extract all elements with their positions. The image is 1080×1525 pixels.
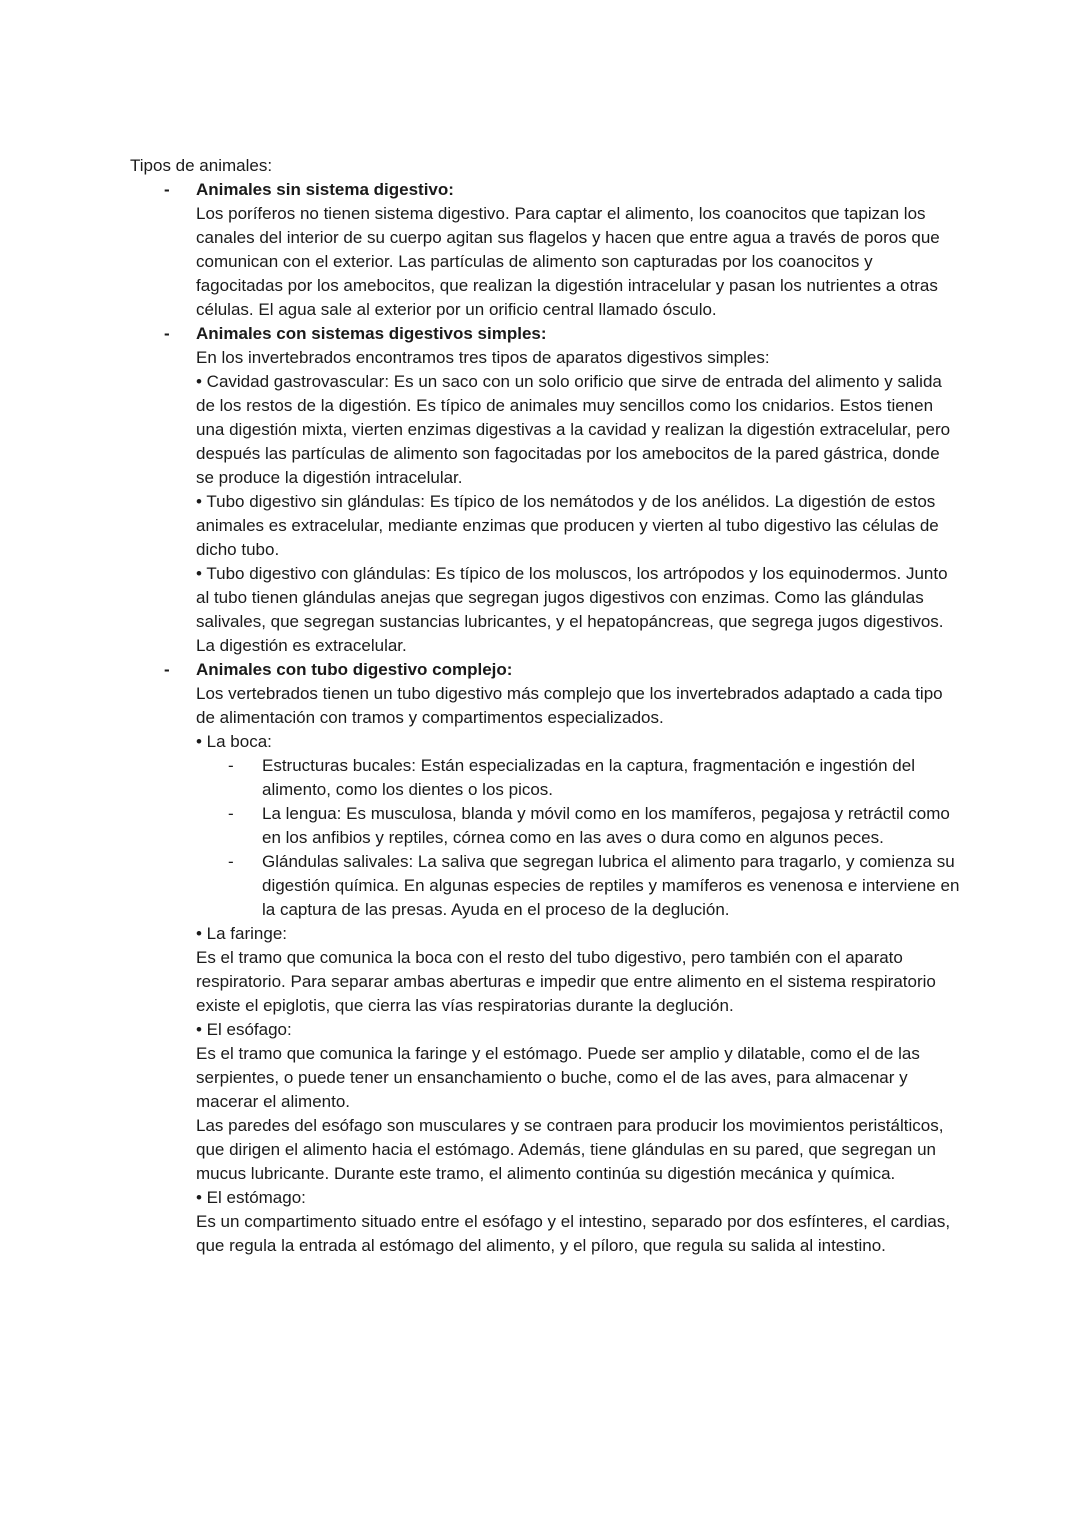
section-heading: Animales con tubo digestivo complejo: bbox=[196, 660, 513, 679]
bullet-el-estomago: • El estómago: bbox=[196, 1188, 306, 1207]
list-dash: - bbox=[228, 852, 234, 871]
sub-item-glandulas-salivales bbox=[196, 850, 960, 922]
paragraph: Los vertebrados tienen un tubo digestivo más complejo que los invertebrados adaptado a cada tipo de alimentación con tramos y compartimentos especializados. bbox=[196, 684, 943, 727]
section-sin-sistema-digestivo bbox=[130, 178, 960, 322]
document-title: Tipos de animales: bbox=[130, 156, 273, 175]
sub-item-estructuras-bucales bbox=[196, 754, 960, 802]
list-dash: - bbox=[164, 180, 170, 199]
bullet-la-boca: • La boca: bbox=[196, 732, 272, 751]
list-dash: - bbox=[164, 660, 170, 679]
sub-item-text: Estructuras bucales: Están especializadas en la captura, fragmentación e ingestión del alimento, como los dientes o los picos. bbox=[262, 756, 915, 799]
document-page bbox=[130, 154, 960, 1258]
boca-sublist bbox=[196, 754, 960, 922]
bullet-tubo-sin-glandulas: • Tubo digestivo sin glándulas: Es típico de los nemátodos y de los anélidos. La digestión de estos animales es extracelular, mediante enzimas que producen y vierten al tubo digestivo las células de dicho tubo. bbox=[196, 492, 939, 559]
bullet-cavidad-gastrovascular: • Cavidad gastrovascular: Es un saco con un solo orificio que sirve de entrada del alimento y salida de los restos de la digestión. Es típico de animales muy sencillos como los cnidarios. Estos tienen una digestión mixta, vierten enzimas digestivas a la cavidad y realizan la digestión extracelular, pero después las partículas de alimento son fagocitadas por los amebocitos de la pared gástrica, donde se produce la digestión intracelular. bbox=[196, 372, 951, 487]
paragraph: Es el tramo que comunica la boca con el resto del tubo digestivo, pero también con el aparato respiratorio. Para separar ambas aberturas e impedir que entre alimento en el sistema respiratorio existe el epiglotis, que cierra las vías respiratorias durante la deglución. bbox=[196, 948, 936, 1015]
sub-item-text: Glándulas salivales: La saliva que segregan lubrica el alimento para tragarlo, y comienza su digestión química. En algunas especies de reptiles y mamíferos es venenosa e interviene en la captura de las presas. Ayuda en el proceso de la deglución. bbox=[262, 852, 960, 919]
paragraph: Las paredes del esófago son musculares y se contraen para producir los movimientos peristálticos, que dirigen el alimento hacia el estómago. Además, tiene glándulas en su pared, que segregan un mucus lubricante. Durante este tramo, el alimento continúa su digestión mecánica y química. bbox=[196, 1116, 944, 1183]
sub-item-la-lengua bbox=[196, 802, 960, 850]
sub-item-text: La lengua: Es musculosa, blanda y móvil como en los mamíferos, pegajosa y retráctil como en los anfibios y reptiles, córnea como en las aves o dura como en algunos peces. bbox=[262, 804, 950, 847]
section-heading: Animales sin sistema digestivo: bbox=[196, 180, 454, 199]
bullet-el-esofago: • El esófago: bbox=[196, 1020, 292, 1039]
paragraph: Es el tramo que comunica la faringe y el estómago. Puede ser amplio y dilatable, como el de las serpientes, o puede tener un ensanchamiento o buche, como el de las aves, para almacenar y macerar el alimento. bbox=[196, 1044, 920, 1111]
paragraph: En los invertebrados encontramos tres tipos de aparatos digestivos simples: bbox=[196, 348, 770, 367]
paragraph: Es un compartimento situado entre el esófago y el intestino, separado por dos esfínteres, el cardias, que regula la entrada al estómago del alimento, y el píloro, que regula su salida al intestino. bbox=[196, 1212, 951, 1255]
section-tubo-digestivo-complejo bbox=[130, 658, 960, 1258]
section-heading: Animales con sistemas digestivos simples: bbox=[196, 324, 547, 343]
list-dash: - bbox=[164, 324, 170, 343]
list-dash: - bbox=[228, 756, 234, 775]
paragraph: Los poríferos no tienen sistema digestivo. Para captar el alimento, los coanocitos que tapizan los canales del interior de su cuerpo agitan sus flagelos y hacen que entre agua a través de poros que comunican con el exterior. Las partículas de alimento son capturadas por los coanocitos y fagocitadas por los amebocitos, que realizan la digestión intracelular y pasan los nutrientes a otras células. El agua sale al exterior por un orificio central llamado ósculo. bbox=[196, 204, 940, 319]
bullet-la-faringe: • La faringe: bbox=[196, 924, 288, 943]
bullet-tubo-con-glandulas: • Tubo digestivo con glándulas: Es típico de los moluscos, los artrópodos y los equinodermos. Junto al tubo tienen glándulas anejas que segregan jugos digestivos con enzimas. Como las glándulas salivales, que segregan sustancias lubricantes, y el hepatopáncreas, que segrega jugos digestivos. La digestión es extracelular. bbox=[196, 564, 948, 655]
section-sistemas-digestivos-simples bbox=[130, 322, 960, 658]
list-dash: - bbox=[228, 804, 234, 823]
